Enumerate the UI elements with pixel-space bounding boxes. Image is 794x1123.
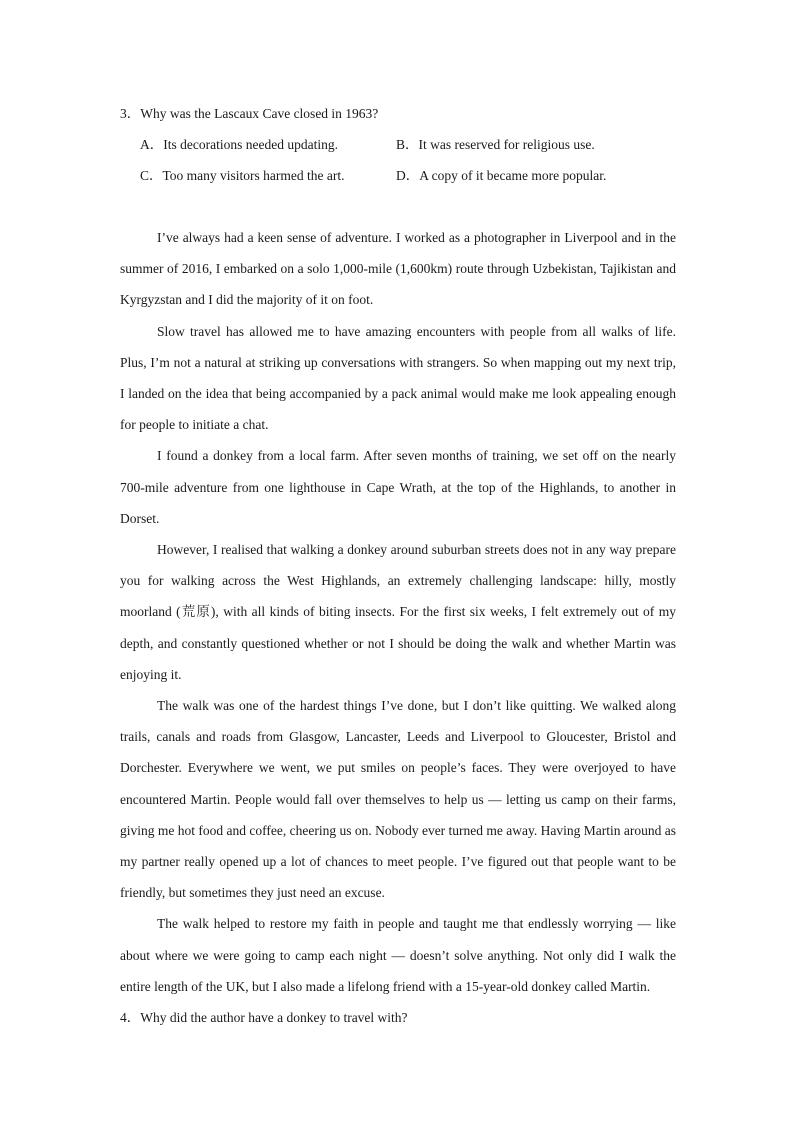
question-3-options-row-1: [120, 129, 676, 160]
question-3-options-row-2: [120, 160, 676, 191]
passage-paragraph: I found a donkey from a local farm. After seven months of training, we set off on the nearly 700-mile adventure from one lighthouse in Cape Wrath, at the top of the Highlands, to another in Dorset.: [120, 448, 676, 526]
passage-paragraph: I’ve always had a keen sense of adventure. I worked as a photographer in Liverpool and in the summer of 2016, I embarked on a solo 1,000-mile (1,600km) route through Uzbekistan, Tajikistan and Kyrgyzstan and I did the majority of it on foot.: [120, 230, 676, 308]
passage-paragraph: However, I realised that walking a donkey around suburban streets does not in any way prepare you for walking across the West Highlands, an extremely challenging landscape: hilly, mostly moorland (荒原), with all kinds of biting insects. For the first six weeks, I felt extremely out of my depth, and constantly questioned whether or not I should be doing the walk and whether Martin was enjoying it.: [120, 542, 676, 682]
passage-paragraph: Slow travel has allowed me to have amazing encounters with people from all walks of life. Plus, I’m not a natural at striking up conversations with strangers. So when mapping out my next trip, I landed on the idea that being accompanied by a pack animal would make me look appealing enough for people to initiate a chat.: [120, 323, 676, 433]
document-page: [120, 98, 676, 1033]
option-c: C．Too many visitors harmed the art.: [140, 168, 345, 183]
option-a: A．Its decorations needed updating.: [140, 137, 338, 152]
question-3-stem: 3．Why was the Lascaux Cave closed in 1963?: [120, 106, 379, 121]
option-d: D．A copy of it became more popular.: [396, 168, 607, 183]
option-b: B．It was reserved for religious use.: [396, 137, 595, 152]
passage-paragraph: The walk helped to restore my faith in people and taught me that endlessly worrying — like about where we were going to camp each night — doesn’t solve anything. Not only did I walk the entire length of the UK, but I also made a lifelong friend with a 15-year-old donkey called Martin.: [120, 916, 676, 994]
passage-paragraph: The walk was one of the hardest things I’ve done, but I don’t like quitting. We walked along trails, canals and roads from Glasgow, Lancaster, Leeds and Liverpool to Gloucester, Bristol and Dorchester. Everywhere we went, we put smiles on people’s faces. They were overjoyed to have encountered Martin. People would fall over themselves to help us — letting us camp on their farms, giving me hot food and coffee, cheering us on. Nobody ever turned me away. Having Martin around as my partner really opened up a lot of chances to meet people. I’ve figured out that people want to be friendly, but sometimes they just need an excuse.: [120, 698, 676, 901]
question-4-stem: 4．Why did the author have a donkey to travel with?: [120, 1010, 408, 1026]
reading-passage: [120, 222, 676, 1002]
